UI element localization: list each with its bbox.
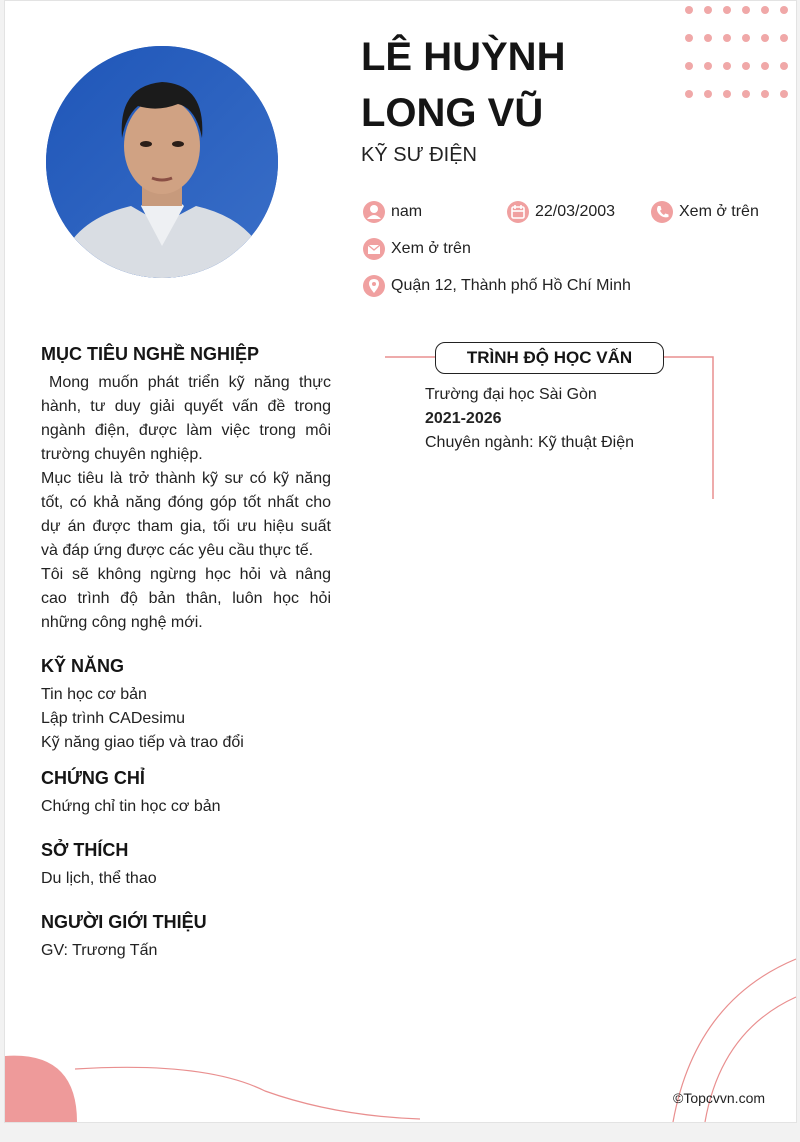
job-title: KỸ SƯ ĐIỆN xyxy=(361,144,477,166)
education-years: 2021-2026 xyxy=(425,410,502,427)
email-value: Xem ở trên xyxy=(391,240,471,257)
hobbies-title: SỞ THÍCH xyxy=(41,840,129,860)
list-item: Tin học cơ bản xyxy=(41,686,147,703)
list-item: Kỹ năng giao tiếp và trao đổi xyxy=(41,734,244,751)
education-major: Chuyên ngành: Kỹ thuật Điện xyxy=(425,434,635,451)
objective-paragraph: Tôi sẽ không ngừng học hỏi và nâng cao trình độ bản thân, luôn học hỏi những công nghệ mới. xyxy=(41,566,331,631)
list-item: Du lịch, thể thao xyxy=(41,870,157,887)
list-item: Lập trình CADesimu xyxy=(41,710,186,727)
references-title: NGƯỜI GIỚI THIỆU xyxy=(41,912,207,932)
skills-title: KỸ NĂNG xyxy=(41,656,125,676)
decorative-lines xyxy=(5,1,796,1122)
objective-paragraph: Mục tiêu là trở thành kỹ sư có kỹ năng tốt, có khả năng đóng góp tốt nhất cho dự án được tham gia, tối ưu hiệu suất và đáp ứng được các yêu cầu thực tế. xyxy=(41,470,331,559)
objective-title: MỤC TIÊU NGHỀ NGHIỆP xyxy=(41,344,260,364)
school-name: Trường đại học Sài Gòn xyxy=(425,386,597,403)
education-entry xyxy=(425,383,634,455)
objective-paragraph: Mong muốn phát triển kỹ năng thực hành, tư duy giải quyết vấn đề trong ngành điện, được làm việc trong môi trường chuyên nghiệp. xyxy=(41,374,331,463)
name-line-2: LONG VŨ xyxy=(361,91,544,135)
list-item: GV: Trương Tấn xyxy=(41,942,158,959)
gender-value: nam xyxy=(391,203,423,220)
cv-page xyxy=(4,0,797,1123)
address-value: Quận 12, Thành phố Hồ Chí Minh xyxy=(391,277,631,294)
education-title: TRÌNH ĐỘ HỌC VẤN xyxy=(435,342,664,374)
name-line-1: LÊ HUỲNH xyxy=(361,35,566,79)
certificates-title: CHỨNG CHỈ xyxy=(41,768,145,788)
list-item: Chứng chỉ tin học cơ bản xyxy=(41,798,221,815)
birthday-value: 22/03/2003 xyxy=(535,203,616,220)
phone-value: Xem ở trên xyxy=(679,203,759,220)
copyright-text: ©Topcvvn.com xyxy=(673,1090,766,1106)
